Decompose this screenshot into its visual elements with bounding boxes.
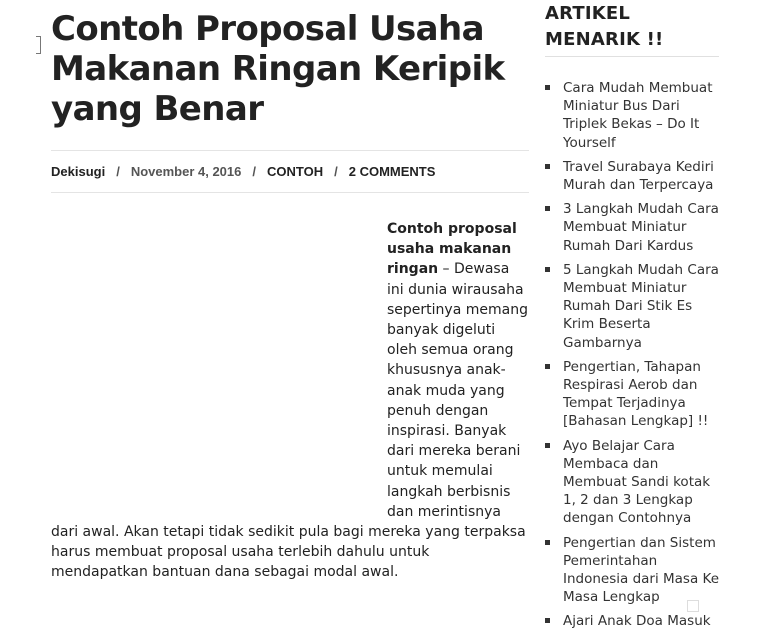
post-title: Contoh Proposal Usaha Makanan Ringan Keripik yang Benar: [51, 9, 505, 129]
square-bullet-icon: [545, 85, 550, 90]
square-bullet-icon: [545, 618, 550, 623]
article-link[interactable]: Pengertian, Tahapan Respirasi Aerob dan Tempat Terjadinya [Bahasan Lengkap] !!: [563, 358, 709, 430]
list-item: [545, 437, 719, 528]
square-bullet-icon: [545, 164, 550, 169]
featured-image-placeholder: [51, 219, 387, 507]
article-list: [545, 79, 719, 631]
square-bullet-icon: [545, 364, 550, 369]
list-item: [545, 200, 719, 255]
post-content: [51, 219, 529, 583]
comments-link[interactable]: 2 COMMENTS: [348, 164, 436, 179]
sidebar: [545, 0, 719, 637]
post-article: [51, 0, 529, 583]
square-bullet-icon: [545, 540, 550, 545]
article-link[interactable]: Cara Mudah Membuat Miniatur Bus Dari Triplek Bekas – Do It Yourself: [563, 80, 713, 151]
article-link[interactable]: Pengertian dan Sistem Pemerintahan Indonesia dari Masa Ke Masa Lengkap: [563, 534, 720, 606]
author-link[interactable]: Dekisugi: [51, 164, 106, 179]
list-item: [545, 534, 719, 607]
article-link[interactable]: Ayo Belajar Cara Membaca dan Membuat Sandi kotak 1, 2 dan 3 Lengkap dengan Contohnya: [563, 437, 711, 527]
list-item: [545, 261, 719, 352]
scroll-box-icon[interactable]: [687, 600, 699, 612]
article-link[interactable]: 3 Langkah Mudah Cara Membuat Miniatur Rumah Dari Kardus: [563, 201, 719, 254]
article-link[interactable]: 5 Langkah Mudah Cara Membuat Miniatur Rumah Dari Stik Es Krim Beserta Gambarnya: [563, 261, 719, 351]
article-link[interactable]: Travel Surabaya Kediri Murah dan Terpercaya: [563, 158, 714, 194]
list-item: [545, 612, 719, 630]
meta-separator: /: [334, 164, 338, 179]
post-meta: [51, 150, 529, 193]
category-link[interactable]: CONTOH: [267, 164, 324, 179]
bracket-icon: [36, 36, 41, 54]
post-body-text: – Dewasa ini dunia wirausaha sepertinya memang banyak digeluti oleh semua orang khususnya anak-anak muda yang penuh dengan inspirasi. Banyak dari mereka berani untuk memulai langkah berbisnis dan merintisnya dari awal. Akan tetapi tidak sedikit pula bagi mereka yang terpaksa harus membuat proposal usaha terlebih dahulu untuk mendapatkan bantuan dana sebagai modal awal.: [51, 261, 528, 581]
widget-title: ARTIKEL MENARIK !!: [545, 1, 719, 57]
list-item: [545, 79, 719, 152]
post-intro-bold: Contoh proposal usaha makanan ringan: [387, 221, 517, 278]
list-item: [545, 158, 719, 194]
meta-separator: /: [116, 164, 120, 179]
post-date[interactable]: November 4, 2016: [130, 164, 242, 179]
square-bullet-icon: [545, 443, 550, 448]
article-link[interactable]: Ajari Anak Doa Masuk: [563, 613, 711, 630]
list-item: [545, 358, 719, 431]
square-bullet-icon: [545, 206, 550, 211]
square-bullet-icon: [545, 267, 550, 272]
meta-separator: /: [252, 164, 257, 179]
